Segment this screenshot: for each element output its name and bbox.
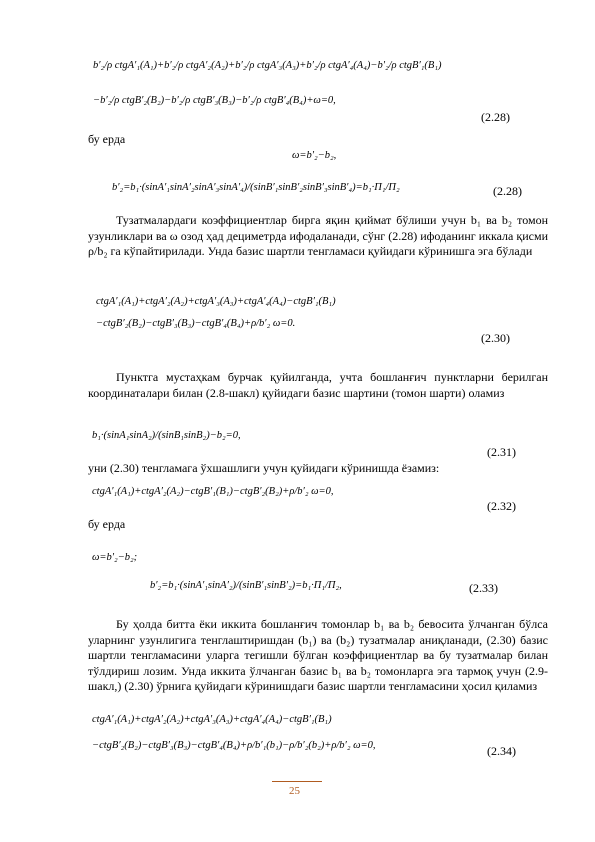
equation-number: (2.28): [481, 110, 510, 124]
equation-2-34-line2: −ctgB′₂(B₂)−ctgB′₃(B₃)−ctgB′₄(B₄)+ρ/b′₁(b₁)−ρ/b′₂(b₂)+ρ/b′₂ ω=0,: [92, 740, 376, 751]
equation-2-28-line2: −b′₂/ρ ctgB′₂(B₂)−b′₂/ρ ctgB′₃(B₃)−b′₂/ρ ctgB′₄(B₄)+ω=0,: [93, 95, 336, 106]
equation-2-30-line1: ctgA′₁(A₁)+ctgA′₂(A₂)+ctgA′₃(A₃)+ctgA′₄(A₄)−ctgB′₁(B₁): [96, 296, 336, 307]
equation-number: (2.34): [487, 744, 516, 758]
paragraph: Пунктга мустаҳкам бурчак қуйилганда, учта бошланғич пунктларни берилган координаталари билан (2.8-шакл) қуйидаги базис шартини (томон шарти) оламиз: [88, 370, 548, 400]
equation-number: (2.31): [487, 445, 516, 459]
equation-2-30-line2: −ctgB′₂(B₂)−ctgB′₃(B₃)−ctgB′₄(B₄)+ρ/b′₂ ω=0.: [96, 318, 296, 329]
omega-definition: ω=b′₂−b₂;: [92, 552, 138, 563]
equation-2-34-line1: ctgA′₁(A₁)+ctgA′₂(A₂)+ctgA′₃(A₃)+ctgA′₄(A₄)−ctgB′₁(B₁): [92, 714, 332, 725]
footer-rule: [272, 781, 322, 782]
equation-number: (2.30): [481, 331, 510, 345]
omega-definition: ω=b′₂−b₂,: [292, 150, 337, 161]
paragraph: Тузатмалардаги коэффициентлар бирга яқин қиймат бўлиши учун b₁ ва b₂ томон узунликлари ва ω озод ҳад дециметрда ифодаланади, сўнг (2.28) ифоданинг иккала қисми ρ/b₂ га кўпайтирилади. Унда базис шартли тенгламаси қуйидаги кўринишга эга бўлади: [88, 213, 548, 259]
equation-2-28-b: b′₂=b₁·(sinA′₁sinA′₂sinA′₃sinA′₄)/(sinB′₁sinB′₂sinB′₃sinB′₄)=b₁·П₁/П₂: [112, 182, 400, 193]
equation-number: (2.32): [487, 499, 516, 513]
equation-2-32: ctgA′₁(A₁)+ctgA′₂(A₂)−ctgB′₁(B₁)−ctgB′₂(B₂)+ρ/b′₂ ω=0,: [92, 486, 334, 497]
equation-2-33: b′₂=b₁·(sinA′₁sinA′₂)/(sinB′₁sinB′₂)=b₁·П₁/П₂,: [150, 580, 342, 591]
page-number: 25: [289, 785, 300, 797]
equation-number: (2.28): [493, 184, 522, 198]
text-bu-erda: бу ерда: [88, 132, 126, 146]
equation-number: (2.33): [469, 581, 498, 595]
text-bu-erda: бу ерда: [88, 517, 126, 531]
paragraph: Бу ҳолда битта ёки иккита бошланғич томонлар b₁ ва b₂ бевосита ўлчанган бўлса уларнинг узунлигига тенглаштиришдан (b₁) ва (b₂) тузатмалар аниқланади, (2.30) базис шартли тенгламасини уларга тегишли бўлган коэффициентлар ва бу тузатмалар билан тўлдириш лозим. Унда иккита ўлчанган базис b₁ ва b₂ томонларга эга тармоқ учун (2.9-шакл,) (2.30) ўрнига қуйидаги кўринишдаги базис шартли тенгламасини ҳосил қиламиз: [88, 617, 548, 694]
equation-2-28-line1: b′₂/ρ ctgA′₁(A₁)+b′₂/ρ ctgA′₂(A₂)+b′₂/ρ ctgA′₃(A₃)+b′₂/ρ ctgA′₄(A₄)−b′₂/ρ ctgB′₁(B₁): [93, 60, 442, 71]
text-line: уни (2.30) тенгламага ўхшашлиги учун қуйидаги кўринишда ёзамиз:: [88, 461, 440, 475]
equation-2-31: b₁·(sinA₁sinA₂)/(sinB₁sinB₂)−b₂=0,: [92, 430, 241, 441]
